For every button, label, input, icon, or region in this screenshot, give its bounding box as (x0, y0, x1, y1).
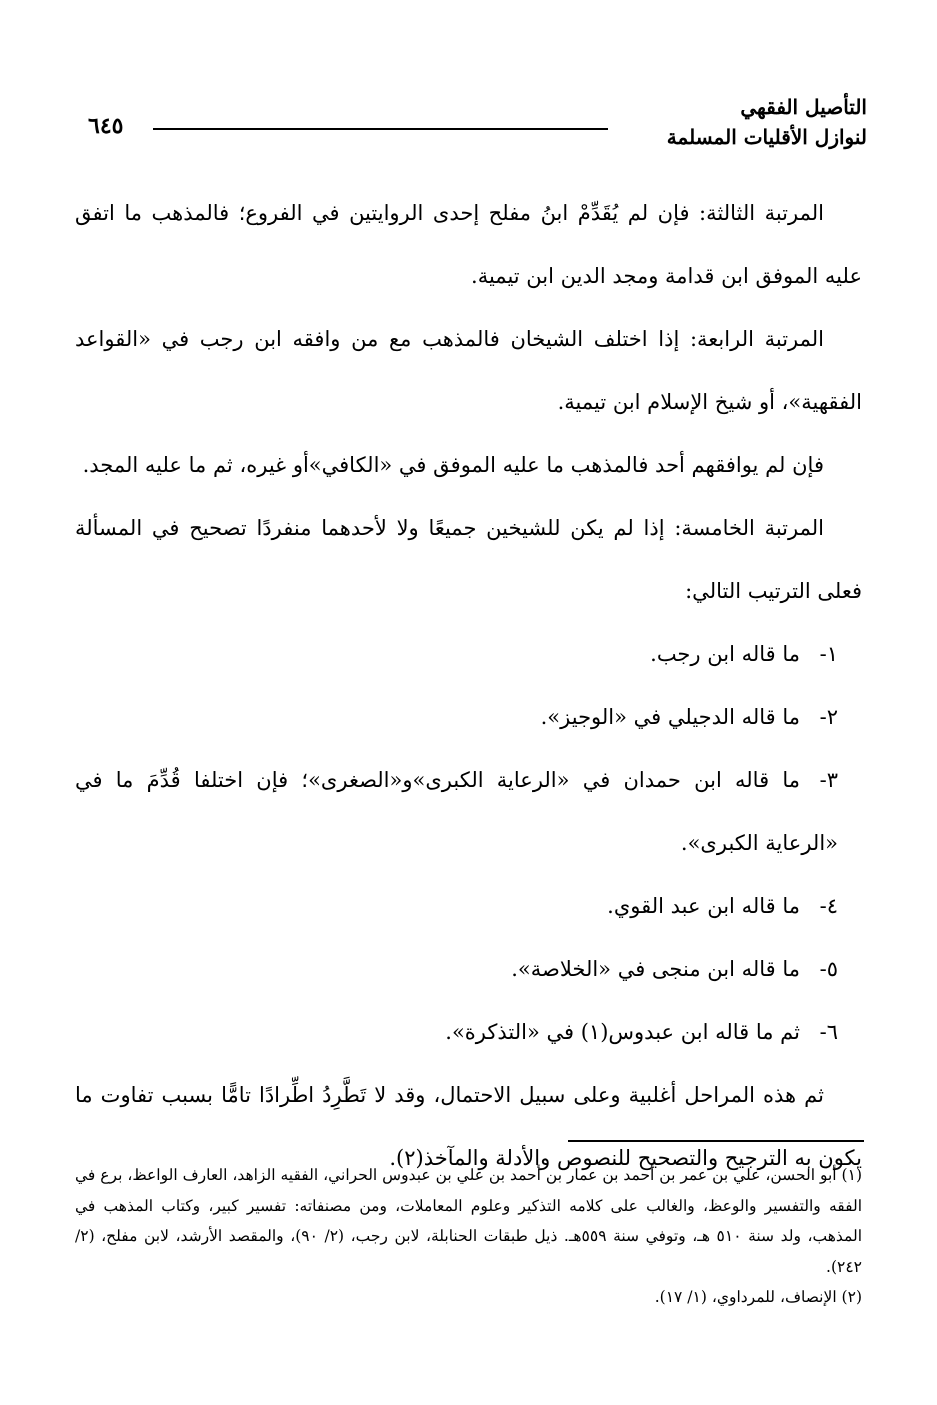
list-item (75, 749, 862, 875)
paragraph-no-agreement: فإن لم يوافقهم أحد فالمذهب ما عليه الموفق في «الكافي»أو غيره، ثم ما عليه المجد. (82, 453, 824, 477)
paragraph-rank-five: المرتبة الخامسة: إذا لم يكن للشيخين جميعًا ولا لأحدهما منفردًا تصحيح في المسألة فعلى الترتيب التالي: (75, 516, 862, 603)
list-item (75, 686, 862, 749)
footnote-2: (٢) الإنصاف، للمرداوي، (١/ ١٧). (654, 1288, 862, 1306)
footnote-1: (١) أبو الحسن، علي بن عمر بن أحمد بن عمار بن أحمد بن علي بن عبدوس الحراني، الفقيه الزاهد، العارف الواعظ، برع في الفقه والتفسير والوعظ، والغالب على كلامه التذكير وعلوم المعاملات، ومن مصنفاته: تفسير كبير، وكتاب المذهب في المذهب، ولد سنة ٥١٠ هـ، وتوفي سنة ٥٥٩هـ. ذيل طبقات الحنابلة، لابن رجب، (٢/ ٩٠)، والمقصد الأرشد، لابن مفلح، (٢/ ٢٤٢). (75, 1166, 863, 1276)
list-number: ٦- (819, 1020, 838, 1044)
list-text: ما قاله ابن منجى في «الخلاصة». (511, 957, 800, 981)
list-text: ما قاله ابن رجب. (650, 642, 800, 666)
list-text: ما قاله ابن حمدان في «الرعاية الكبرى»و«الصغرى»؛ فإن اختلفا قُدِّمَ ما في «الرعاية الكبرى». (75, 768, 838, 855)
footnote-rule (568, 1140, 864, 1142)
paragraph-rank-four: المرتبة الرابعة: إذا اختلف الشيخان فالمذهب مع من وافقه ابن رجب في «القواعد الفقهية»، أو شيخ الإسلام ابن تيمية. (75, 327, 862, 414)
list-text: ما قاله الدجيلي في «الوجيز». (540, 705, 800, 729)
main-text (75, 182, 862, 1190)
list-number: ١- (819, 642, 838, 666)
ordered-list (75, 623, 862, 1064)
list-number: ٣- (819, 768, 838, 792)
list-number: ٥- (819, 957, 838, 981)
list-item (75, 938, 862, 1001)
list-item (75, 875, 862, 938)
list-text: ما قاله ابن عبد القوي. (607, 894, 800, 918)
page-number: ٦٤٥ (88, 113, 124, 139)
header-title-line2: لنوازل الأقليات المسلمة (666, 125, 867, 149)
header-rule (153, 128, 608, 130)
paragraph-conclusion: ثم هذه المراحل أغلبية وعلى سبيل الاحتمال، وقد لا تَطَّرِدُ اطِّرادًا تامًّا بسبب تفاوت ما يكون به الترجيح والتصحيح للنصوص والأدلة والمآخذ(٢). (75, 1083, 862, 1170)
list-number: ٢- (819, 705, 838, 729)
header-title-line1: التأصيل الفقهي (740, 95, 867, 119)
paragraph-rank-three: المرتبة الثالثة: فإن لم يُقَدِّمْ ابنُ مفلح إحدى الروايتين في الفروع؛ فالمذهب ما اتفق عليه الموفق ابن قدامة ومجد الدين ابن تيمية. (75, 201, 862, 288)
list-text: ثم ما قاله ابن عبدوس(١) في «التذكرة». (445, 1020, 800, 1044)
footnotes (75, 1160, 862, 1313)
list-item (75, 623, 862, 686)
list-number: ٤- (819, 894, 838, 918)
list-item (75, 1001, 862, 1064)
running-header-title (607, 92, 867, 152)
